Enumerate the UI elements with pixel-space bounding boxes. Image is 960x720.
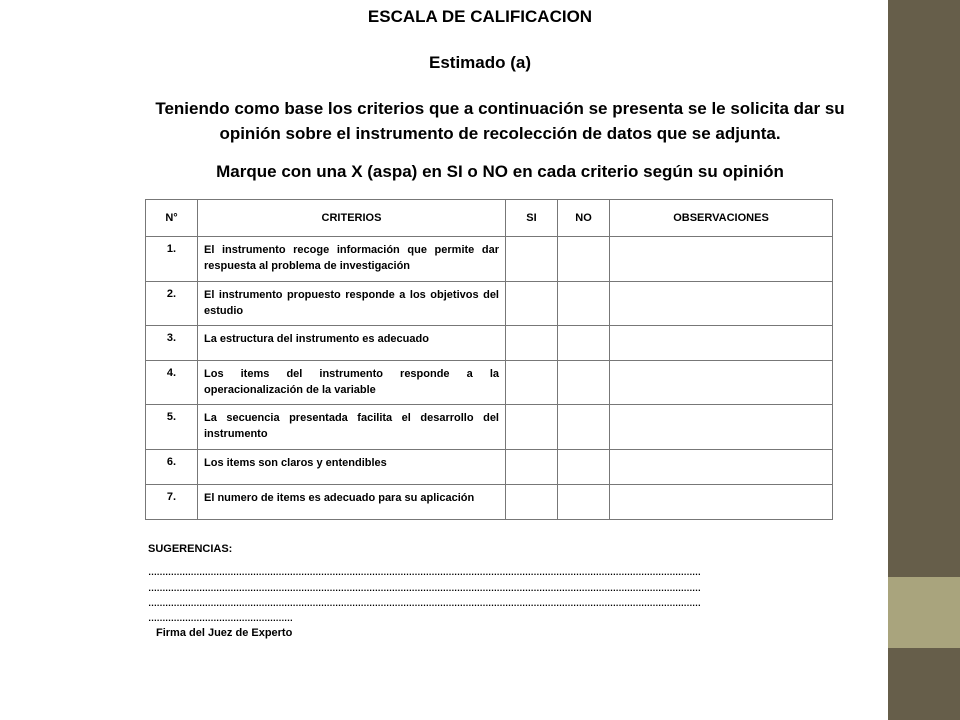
observaciones-cell[interactable] <box>610 237 833 282</box>
table-row <box>146 450 833 485</box>
observaciones-cell[interactable] <box>610 361 833 405</box>
criterion-text: El numero de items es adecuado para su aplicación <box>198 485 506 520</box>
row-number: 7. <box>146 485 198 520</box>
suggestions-label: SUGERENCIAS: <box>148 543 233 555</box>
no-cell[interactable] <box>558 237 610 282</box>
no-cell[interactable] <box>558 405 610 450</box>
row-number: 2. <box>146 282 198 326</box>
si-cell[interactable] <box>506 450 558 485</box>
row-number: 6. <box>146 450 198 485</box>
signature-label: Firma del Juez de Experto <box>156 627 293 639</box>
si-cell[interactable] <box>506 237 558 282</box>
criterion-text: Los items son claros y entendibles <box>198 450 506 485</box>
intro-paragraph: Teniendo como base los criterios que a continuación se presenta se le solicita dar su opinión sobre el instrumento de recolección de datos que se adjunta. <box>155 99 845 143</box>
criteria-table <box>145 199 833 520</box>
criterion-text: La estructura del instrumento es adecuado <box>198 326 506 361</box>
si-cell[interactable] <box>506 282 558 326</box>
table-header-row <box>146 200 833 237</box>
no-cell[interactable] <box>558 450 610 485</box>
table-row <box>146 282 833 326</box>
col-header-criterios: CRITERIOS <box>198 200 506 237</box>
si-cell[interactable] <box>506 405 558 450</box>
col-header-no: NO <box>558 200 610 237</box>
criterion-text: Los items del instrumento responde a la operacionalización de la variable <box>198 361 506 405</box>
criterion-text: El instrumento recoge información que permite dar respuesta al problema de investigación <box>198 237 506 282</box>
row-number: 4. <box>146 361 198 405</box>
col-header-observaciones: OBSERVACIONES <box>610 200 833 237</box>
no-cell[interactable] <box>558 361 610 405</box>
table-row <box>146 405 833 450</box>
strip-dark-top <box>888 0 960 577</box>
strip-light-block <box>888 577 960 648</box>
no-cell[interactable] <box>558 485 610 520</box>
observaciones-cell[interactable] <box>610 485 833 520</box>
no-cell[interactable] <box>558 326 610 361</box>
criterion-text: La secuencia presentada facilita el desarrollo del instrumento <box>198 405 506 450</box>
si-cell[interactable] <box>506 485 558 520</box>
suggestion-line-3[interactable]: …………………………………………………………………………………………………………………………………………………………………………… <box>148 598 701 608</box>
row-number: 3. <box>146 326 198 361</box>
table-row <box>146 326 833 361</box>
criterion-text: El instrumento propuesto responde a los objetivos del estudio <box>198 282 506 326</box>
table-row <box>146 485 833 520</box>
observaciones-cell[interactable] <box>610 450 833 485</box>
suggestion-line-1[interactable]: …………………………………………………………………………………………………………………………………………………………………………… <box>148 567 701 577</box>
row-number: 5. <box>146 405 198 450</box>
page-title: ESCALA DE CALIFICACION <box>367 7 593 26</box>
observaciones-cell[interactable] <box>610 282 833 326</box>
greeting: Estimado (a) <box>428 53 532 72</box>
table-row <box>146 237 833 282</box>
si-cell[interactable] <box>506 326 558 361</box>
table-row <box>146 361 833 405</box>
signature-line[interactable]: …………………………………………… <box>148 613 293 623</box>
col-header-si: SI <box>506 200 558 237</box>
row-number: 1. <box>146 237 198 282</box>
decorative-side-strip <box>888 0 960 720</box>
suggestion-line-2[interactable]: …………………………………………………………………………………………………………………………………………………………………………… <box>148 583 701 593</box>
observaciones-cell[interactable] <box>610 326 833 361</box>
col-header-number: N° <box>146 200 198 237</box>
strip-dark-bottom <box>888 648 960 720</box>
instruction-text: Marque con una X (aspa) en SI o NO en cada criterio según su opinión <box>216 162 784 181</box>
observaciones-cell[interactable] <box>610 405 833 450</box>
no-cell[interactable] <box>558 282 610 326</box>
si-cell[interactable] <box>506 361 558 405</box>
